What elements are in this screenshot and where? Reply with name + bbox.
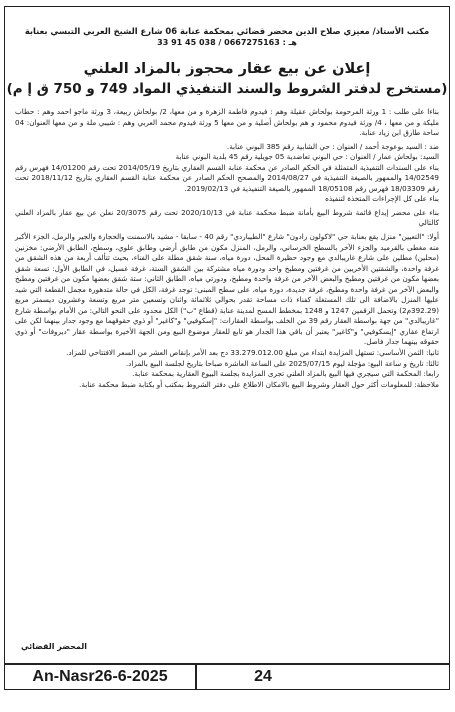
defendant-1-paragraph: ضد : السيد بوعوجة أحمد / العنوان : حي الشابية رقم 385 البوني عنابة. [226, 141, 439, 151]
newspaper-footer [5, 663, 449, 689]
claimants-paragraph: بناءا على طلب : 1 ورثة المرحومة بولحاش عقيلة وهم : فيدوم فاطمة الزهرة و من معها، 2/ بولحاش ربيعة، 3 ورثة ماجو احمد وهم : حطاب مليكة و من معها ، 4/ ورثة فيدوم محمود و هم بولحاش أصلية و من معها 5 ورثة فيدوم محمد العربي وهم : شيبي ملة و من معها العنوان: 04 ساحة طارق ابن زياد عنابة. [15, 107, 440, 138]
notice-title-line1: إعلان عن بيع عقار محجوز بالمزاد العلني [83, 61, 371, 77]
notice-body [5, 99, 449, 390]
bailiff-office: مكتب الأستاذ/ معيزي صلاح الدين محضر قضائي بمحكمة عنابة 06 شارع الشيخ العربي التبسي بعنابة [24, 26, 430, 36]
notice-title-line2: (مستخرج لدفتر الشروط والسند التنفيذي المواد 749 و 750 ق إ م) [6, 81, 448, 97]
base-price-paragraph: ثانيا: الثمن الأساسي: تستهل المزايدة ابتداء من مبلغ 33.279.012.00 دج بعد الأمر بإنقاص العشر من السعر الافتتاحي للمزاد. [66, 348, 439, 358]
property-description-paragraph: أولا: "التعيين" منزل يقع بعنابة حي "لاكولون رادون" شارع "الطيباردي" رقم 40 - سابقا - مشيد بالاسمنت والحجارة والجير والرمل، الجزء الأكبر منه مغطى بالقرميد والجزء الآخر بالسطح الخرساني، والرمل، المنزل مكون من طابق أرضي وطابق علوي، وسطح، الطابق الأرضي: مخزنين (محلين) مطلين على شارع غاريبالدي مع وجود حظيرة المحل، دورة مياه، سنة شقق مطلة على الفناء، بحيث تتألف أربعة من هذه الشقق من غرفة واحدة، والشقتين الأخريين من غرفتين ومطبخ واحد ودورة مياه مشتركة بين الشقق الستة، غرفة غسيل، في الطابق الأول: تسعة شقق بعضها مكون من غرفتين ومطبخ والبعض الآخر من غرفة واحدة ومطبخ، ودورتي مياه، الطابق الثاني: ستة شقق بعضها مكون من غرفتين ومطبخ والبعض الآخر من غرفة واحدة ومطبخ، غرفة جديدة، دورة مياه، على سطح المبنى: توجد غرفة، الكل في حالة متدهورة مجمل القطعة التي شيد عليها المنزل بالاضافة الى تلك المستغلة كفناء ذات مساحة تقدر بحوالي ثلاثمائة واثنان وتسعين متر مربع وتسعة وعشرون ديسمتر مربع (392.29م2) وتحمل الرقمين 1247 و 1248 بمخطط المسح لمدينة عنابة (قطاع "ب") الكل محدود على النحو التالي: من الأمام بواسطة شارع "غاريبالدي" من جهة بواسطة العقار رقم 39 من الخلف بواسطة العقارات: "إسكوفيي" و"كاغير" أو ذوي حقوقهما مع وجود جدار بينهما لكن على ارتفاع عقاري "إيسكوفيي" و"كاغير" يعتبر أن باقي هذا الجدار هو تابع للعقار موضوع البيع ومن الجهة الأخيرة بواسطة عقار "ديروفات" أو ذوي حقوقه بينهما جدار فاصل. [15, 232, 439, 347]
enforcement-titles-paragraph: بناء على السندات التنفيذية المتمثلة في الحكم الصادر عن محكمة عنابة القسم العقاري بتاريخ 2014/05/19 تحت رقم 14/01200 فهرس رقم 14/02549 والممهور بالصيغة التنفيذية في 2014/08/27 والمصحح الحكم الصادر عن محكمة عنابة القسم العقاري بتاريخ 2018/11/12 تحت رقم 18/03309 فهرس رقم 18/05108 الممهور بالصيغة التنفيذية في 2019/02/13. [15, 162, 440, 193]
bailiff-phones: هـ : 0667275163 / 038 45 91 33 [157, 38, 297, 47]
legal-notice-page [4, 6, 450, 690]
bailiff-signature: المحضر القضائي [21, 642, 88, 651]
deposit-paragraph: بناء على محضر إيداع قائمة شروط البيع بأمانة ضبط محكمة عنابة في 2020/10/13 تحت رقم 20/3075 نعلن عن بيع عقار بالمزاد العلني كالتالي [15, 207, 439, 228]
notice-title [5, 59, 449, 99]
page-number: 24 [254, 668, 272, 685]
note-paragraph: ملاحظة: للمعلومات أكثر حول العقار وشروط البيع بالامكان الاطلاع على دفتر الشروط بمكتب أو بكتابة ضبط محكمة عنابة. [79, 379, 439, 389]
sale-date-paragraph: ثالثا: تاريخ و ساعة البيع: مؤجلة ليوم 2025/07/15 على الساعة العاشرة صباحا بتاريخ لجلسة البيع بالمزاد. [125, 358, 439, 368]
court-paragraph: رابعا: المحكمة التي سيجري فيها البيع بالمزاد العلني تجرى المزايدة بجلسة البيوع العقارية بمحكمة عنابة. [132, 369, 439, 379]
bailiff-header [5, 7, 449, 49]
newspaper-date: An-Nasr26-6-2025 [5, 665, 197, 689]
procedures-paragraph: بناء على كل الإجراءات المتخذة لتنفيذه [325, 194, 439, 204]
defendant-2-paragraph: السيد: بولحاش عمار / العنوان : حي البوني تعاضدية 05 جويلية رقم 45 بلدية البوني عنابة [175, 152, 439, 162]
